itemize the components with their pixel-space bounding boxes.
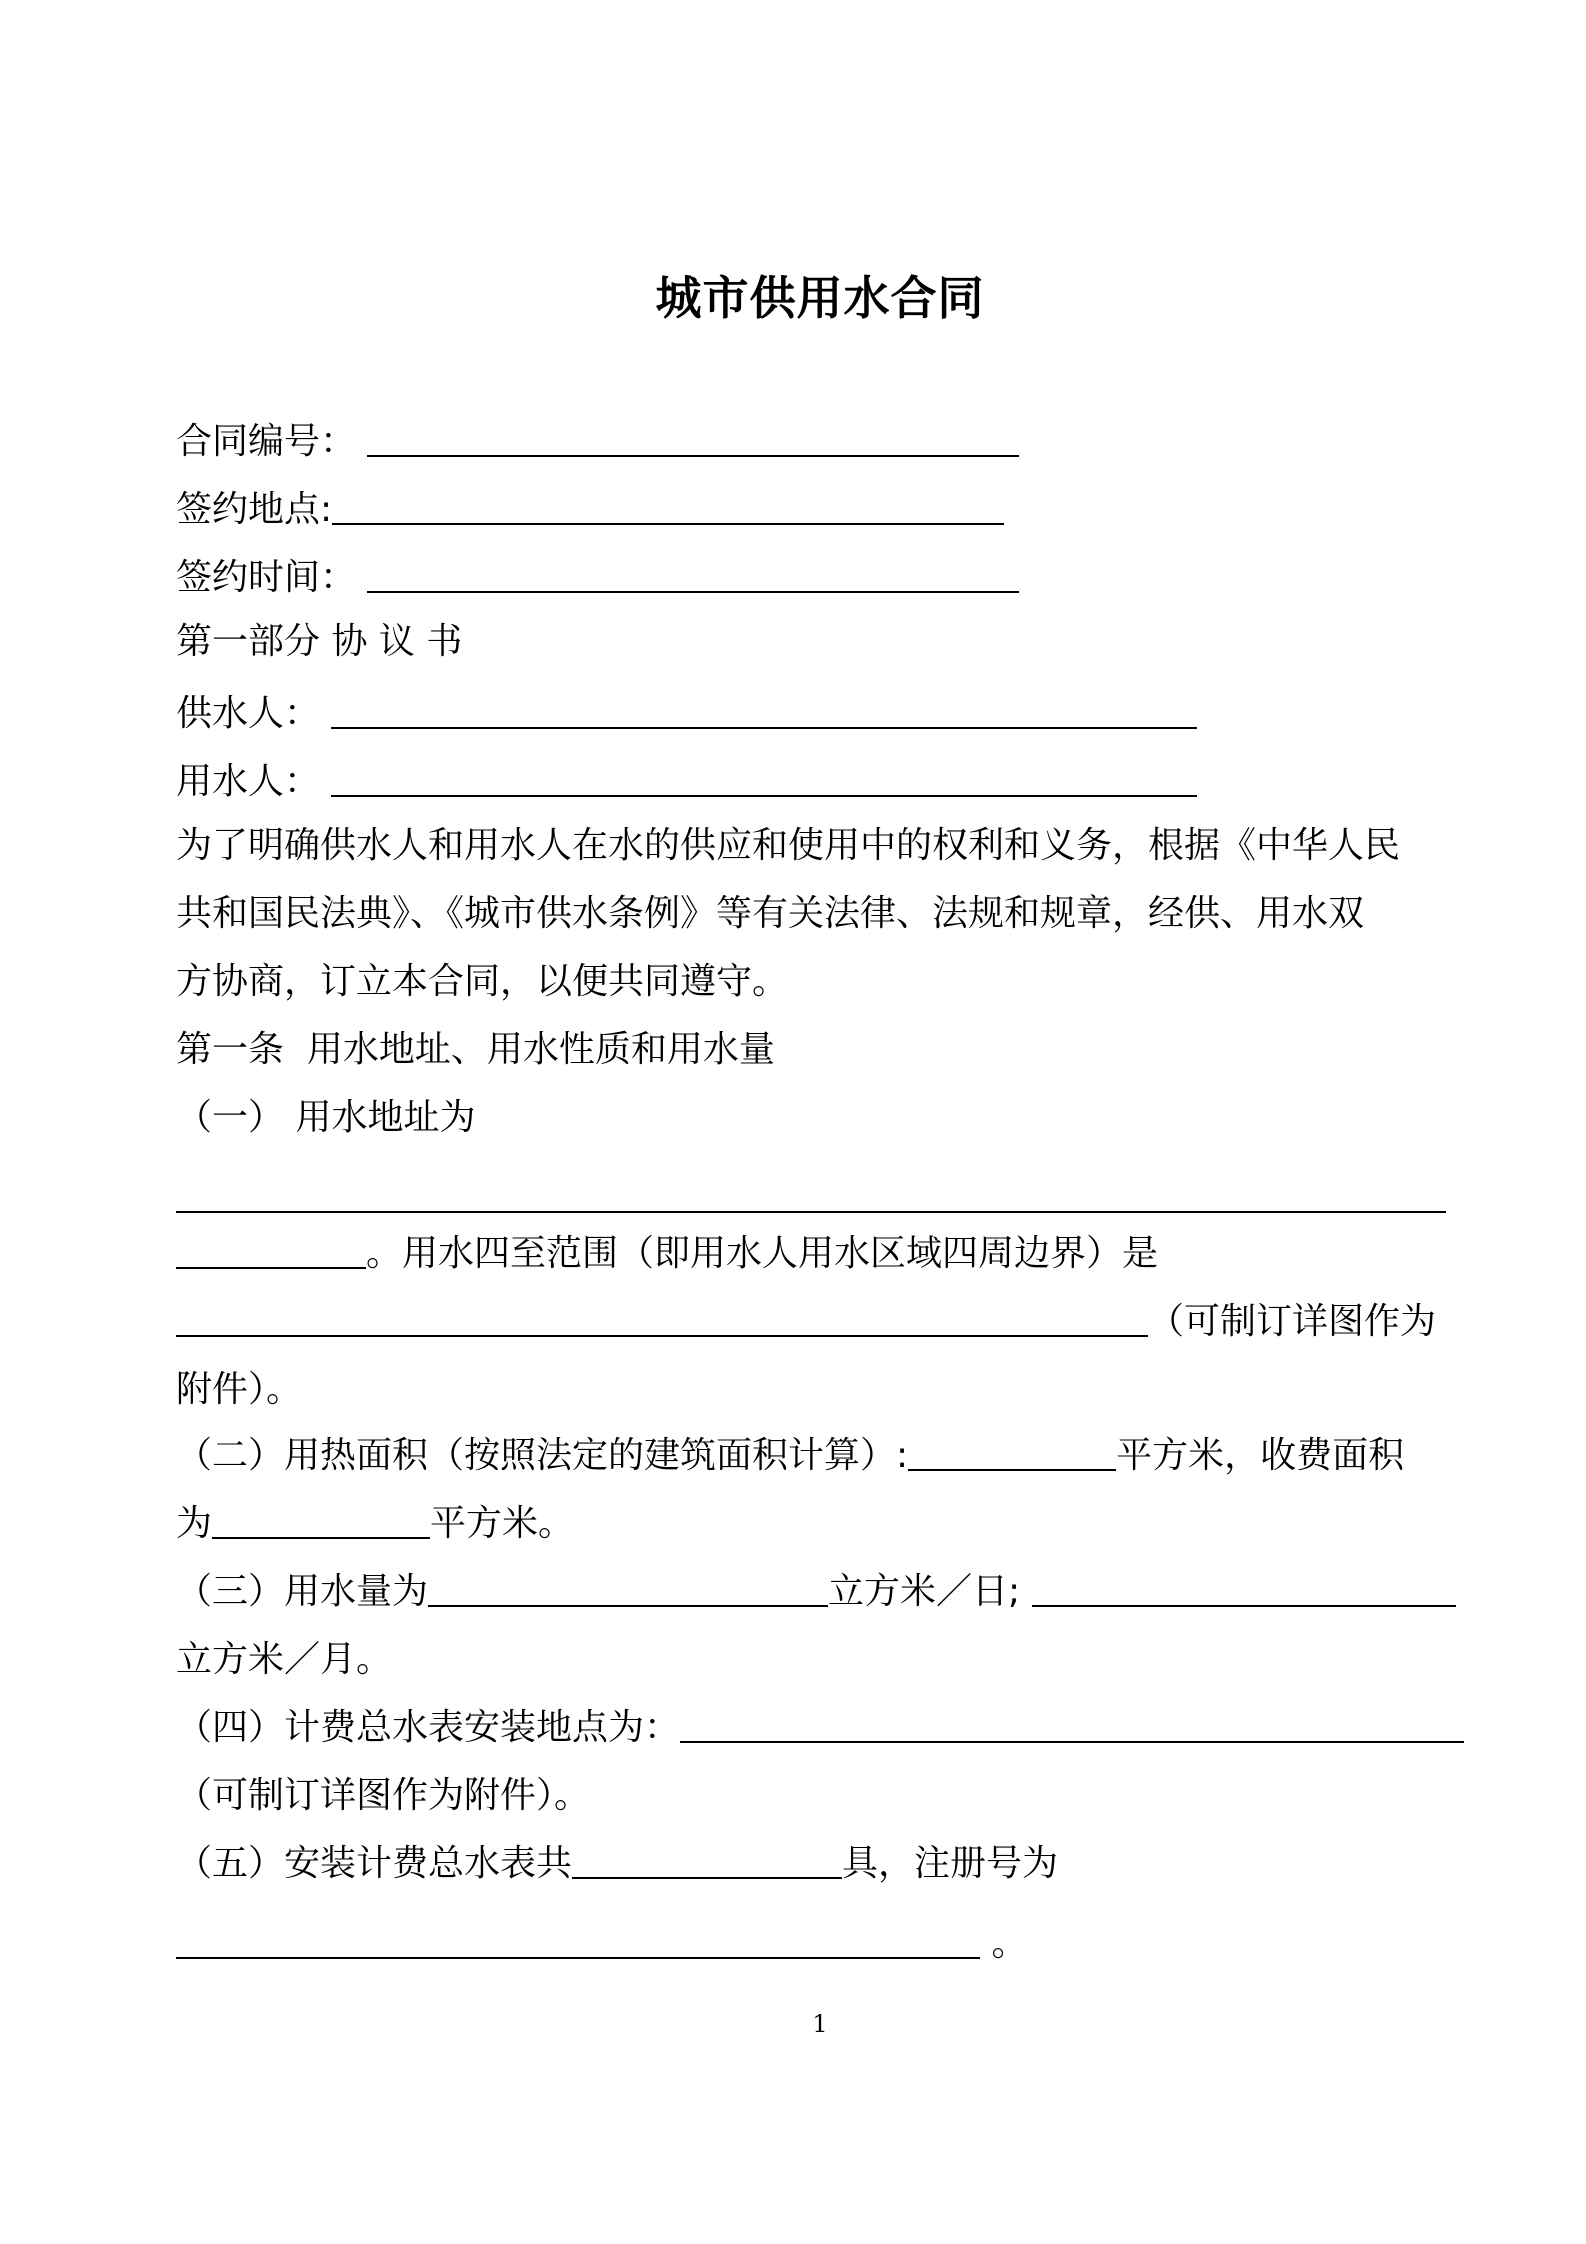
item-2-charge-row bbox=[176, 1500, 574, 1548]
water-user-blank[interactable] bbox=[331, 759, 1197, 797]
signing-place-row bbox=[176, 486, 1004, 534]
item-5-unit: 具，注册号为 bbox=[842, 1843, 1059, 1884]
preamble-line-3: 方协商，订立本合同，以便共同遵守。 bbox=[176, 961, 789, 1002]
water-user-label: 用水人： bbox=[176, 761, 321, 802]
item-5-label: （五）安装计费总水表共 bbox=[176, 1843, 573, 1884]
item-4-attach: （可制订详图作为附件）。 bbox=[176, 1775, 591, 1816]
item-5-end: 。 bbox=[991, 1923, 1028, 1964]
water-address-blank-cont[interactable] bbox=[176, 1231, 366, 1269]
supplier-row bbox=[176, 690, 1197, 738]
item-3-row bbox=[176, 1568, 1456, 1616]
water-address-blank[interactable] bbox=[176, 1175, 1446, 1213]
item-2-row bbox=[176, 1432, 1404, 1480]
item-5-row bbox=[176, 1840, 1058, 1888]
daily-volume-blank[interactable] bbox=[428, 1569, 828, 1607]
signing-time-row bbox=[176, 554, 1019, 602]
item-1-address-row bbox=[176, 1174, 1446, 1222]
signing-place-blank[interactable] bbox=[332, 487, 1004, 525]
signing-time-label: 签约时间： bbox=[176, 557, 357, 598]
item-1-range-row bbox=[176, 1230, 1158, 1278]
signing-time-blank[interactable] bbox=[367, 555, 1019, 593]
item-1-boundary-row bbox=[176, 1298, 1436, 1346]
registration-number-blank[interactable] bbox=[176, 1921, 980, 1959]
boundary-blank[interactable] bbox=[176, 1299, 1148, 1337]
page-number: 1 bbox=[812, 2010, 828, 2038]
contract-number-label: 合同编号： bbox=[176, 421, 357, 462]
item-3-unit-1: 立方米／日; bbox=[828, 1571, 1021, 1612]
supplier-label: 供水人： bbox=[176, 693, 321, 734]
heating-area-blank[interactable] bbox=[908, 1433, 1116, 1471]
item-2-for: 为 bbox=[176, 1503, 213, 1544]
document-title: 城市供用水合同 bbox=[655, 271, 985, 325]
contract-number-blank[interactable] bbox=[367, 419, 1019, 457]
item-3-unit-2: 立方米／月。 bbox=[176, 1639, 393, 1680]
signing-place-label: 签约地点: bbox=[176, 489, 333, 530]
item-2-unit-2: 平方米。 bbox=[430, 1503, 575, 1544]
item-4-label: （四）计费总水表安装地点为： bbox=[176, 1707, 681, 1748]
item-4-row bbox=[176, 1704, 1464, 1752]
item-1-label: （一） 用水地址为 bbox=[176, 1097, 476, 1138]
preamble-line-1: 为了明确供水人和用水人在水的供应和使用中的权利和义务，根据《中华人民 bbox=[176, 825, 1401, 866]
meter-count-blank[interactable] bbox=[572, 1841, 842, 1879]
item-1-attach-end: 附件）。 bbox=[176, 1369, 303, 1410]
supplier-blank[interactable] bbox=[331, 691, 1197, 729]
item-3-label: （三）用水量为 bbox=[176, 1571, 429, 1612]
article-1-heading: 第一条 用水地址、用水性质和用水量 bbox=[176, 1029, 775, 1070]
contract-number-row bbox=[176, 418, 1019, 466]
item-1-range-text: 。用水四至范围（即用水人用水区域四周边界）是 bbox=[366, 1233, 1159, 1274]
part-one-heading: 第一部分 协 议 书 bbox=[176, 621, 463, 662]
monthly-volume-blank[interactable] bbox=[1032, 1569, 1456, 1607]
water-user-row bbox=[176, 758, 1197, 806]
charge-area-blank[interactable] bbox=[212, 1501, 430, 1539]
meter-location-blank[interactable] bbox=[680, 1705, 1464, 1743]
item-2-unit-1: 平方米，收费面积 bbox=[1116, 1435, 1405, 1476]
item-2-label: （二）用热面积（按照法定的建筑面积计算）: bbox=[176, 1435, 909, 1476]
item-1-attach-text: （可制订详图作为 bbox=[1148, 1301, 1437, 1342]
item-5-registration-row bbox=[176, 1920, 1027, 1968]
preamble-line-2: 共和国民法典》、《城市供水条例》等有关法律、法规和规章，经供、用水双 bbox=[176, 893, 1365, 934]
